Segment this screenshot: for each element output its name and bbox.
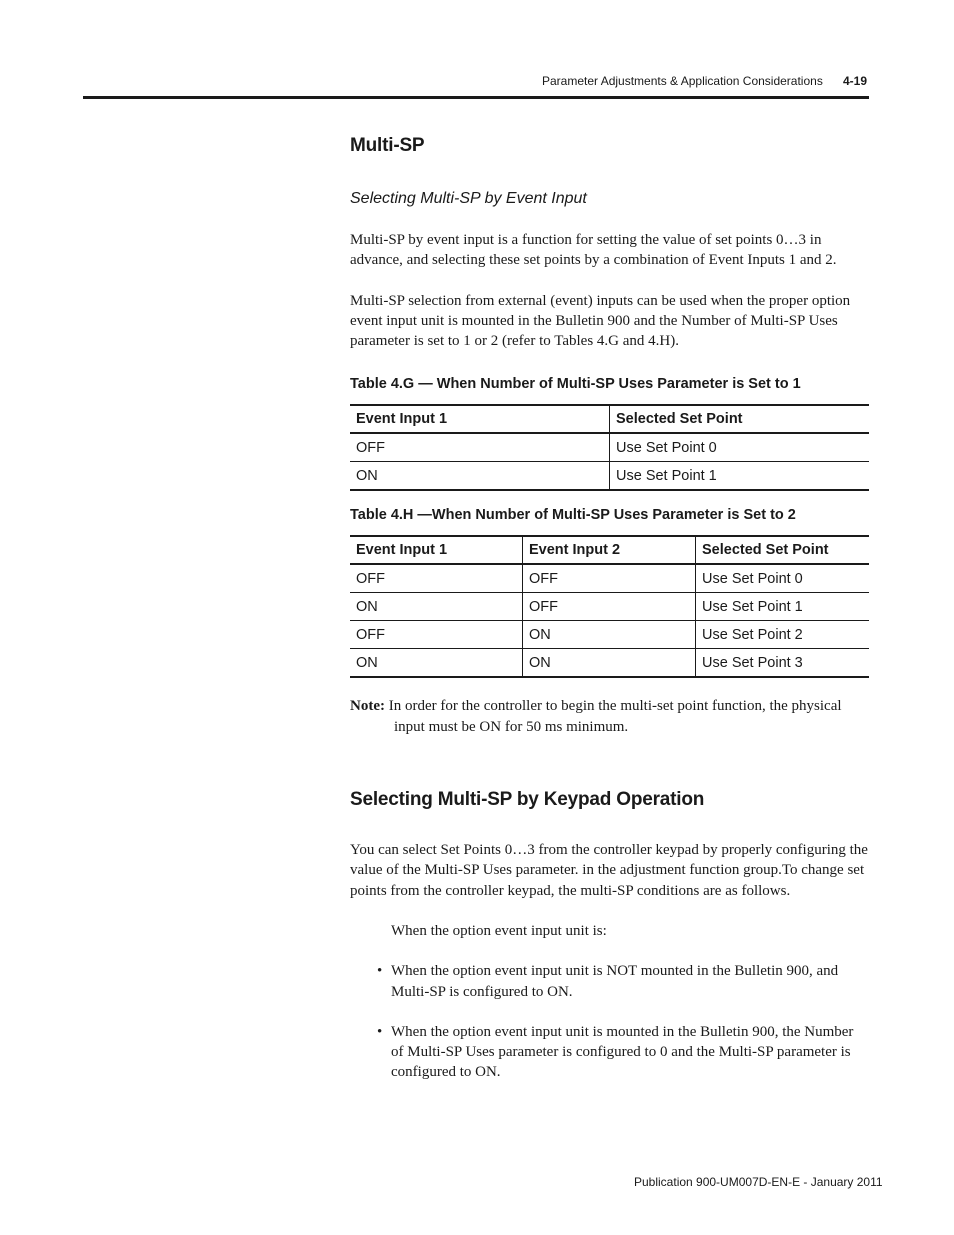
paragraph-conditions-intro: When the option event input unit is:	[391, 922, 607, 939]
table-cell: Use Set Point 1	[610, 462, 870, 491]
table-cell: Use Set Point 2	[696, 621, 870, 649]
table-g-caption: Table 4.G — When Number of Multi-SP Uses Parameter is Set to 1	[350, 376, 801, 393]
table-header-row	[350, 536, 869, 564]
table-row	[350, 564, 869, 593]
bullet-icon: •	[377, 1023, 383, 1040]
table-cell: ON	[523, 621, 696, 649]
table-cell: OFF	[350, 621, 523, 649]
table-header-cell: Selected Set Point	[610, 405, 870, 433]
table-cell: Use Set Point 0	[696, 564, 870, 593]
table-cell: Use Set Point 1	[696, 593, 870, 621]
table-row	[350, 649, 869, 678]
header-rule	[83, 96, 869, 99]
table-cell: ON	[350, 649, 523, 678]
table-header-row	[350, 405, 869, 433]
table-cell: OFF	[523, 564, 696, 593]
conditions-list	[350, 961, 869, 1082]
list-item	[350, 1022, 869, 1083]
table-header-cell: Event Input 2	[523, 536, 696, 564]
table-cell: OFF	[523, 593, 696, 621]
paragraph-keypad-selection: You can select Set Points 0…3 from the controller keypad by properly configuring the value of the Multi-SP Uses parameter. in the adjustment function group.To change set points from the controller keypad, the multi-SP conditions are as follows.	[350, 842, 868, 899]
table-row	[350, 593, 869, 621]
table-cell: OFF	[350, 433, 610, 462]
publication-footer: Publication 900-UM007D-EN-E - January 2011	[634, 1175, 883, 1189]
table-g	[350, 404, 869, 491]
list-item	[350, 961, 869, 1002]
page-number: 4-19	[843, 74, 868, 88]
running-header-title: Parameter Adjustments & Application Considerations	[542, 74, 823, 88]
table-h	[350, 535, 869, 678]
table-cell: Use Set Point 3	[696, 649, 870, 678]
table-cell: ON	[350, 593, 523, 621]
table-row	[350, 462, 869, 491]
note	[350, 696, 869, 737]
table-cell: OFF	[350, 564, 523, 593]
table-h-caption: Table 4.H —When Number of Multi-SP Uses Parameter is Set to 2	[350, 507, 796, 524]
note-label: Note:	[350, 698, 385, 715]
subheading-event-input: Selecting Multi-SP by Event Input	[350, 190, 587, 207]
table-cell: Use Set Point 0	[610, 433, 870, 462]
table-row	[350, 621, 869, 649]
note-text: In order for the controller to begin the multi-set point function, the physical input must be ON for 50 ms minimum.	[388, 698, 842, 735]
page-content	[350, 135, 869, 1083]
section-heading-multi-sp: Multi-SP	[350, 135, 425, 156]
table-header-cell: Selected Set Point	[696, 536, 870, 564]
list-item-text: When the option event input unit is mounted in the Bulletin 900, the Number of Multi-SP Uses parameter is configured to 0 and the Multi-SP parameter is configured to ON.	[391, 1023, 854, 1081]
table-row	[350, 433, 869, 462]
list-item-text: When the option event input unit is NOT mounted in the Bulletin 900, and Multi-SP is configured to ON.	[391, 963, 839, 1000]
bullet-icon: •	[377, 963, 383, 980]
section-heading-keypad: Selecting Multi-SP by Keypad Operation	[350, 789, 705, 811]
paragraph-multi-sp-selection: Multi-SP selection from external (event) inputs can be used when the proper option event input unit is mounted in the Bulletin 900 and the Number of Multi-SP Uses parameter is set to 1 or 2 (refer to Tables 4.G and 4.H).	[350, 292, 851, 350]
table-header-cell: Event Input 1	[350, 405, 610, 433]
table-header-cell: Event Input 1	[350, 536, 523, 564]
paragraph-multi-sp-function: Multi-SP by event input is a function for setting the value of set points 0…3 in advance, and selecting these set points by a combination of Event Inputs 1 and 2.	[350, 232, 837, 269]
table-cell: ON	[523, 649, 696, 678]
table-cell: ON	[350, 462, 610, 491]
